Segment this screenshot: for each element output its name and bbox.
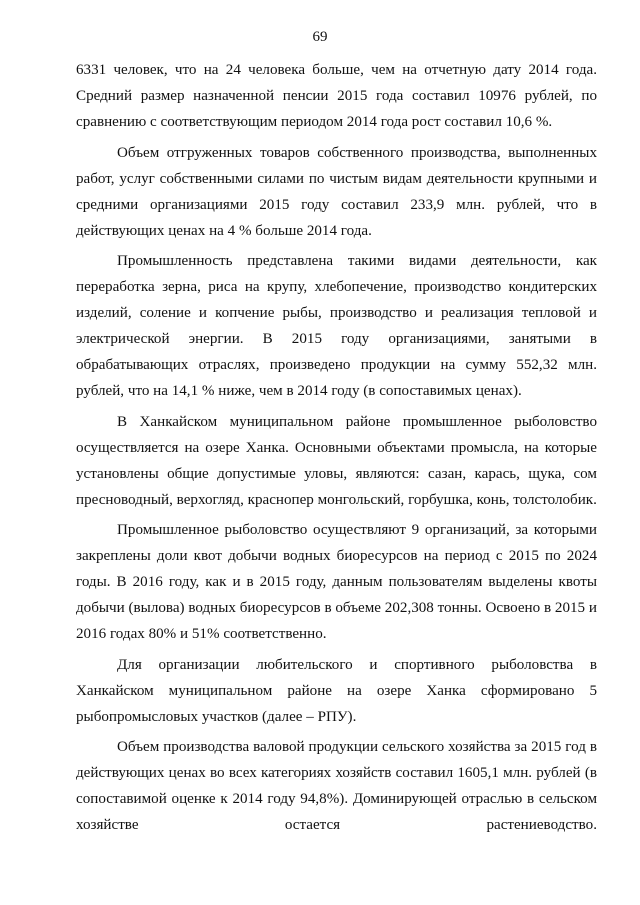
paragraph-industry: Промышленность представлена такими видами деятельности, как переработка зерна, риса на крупу, хлебопечение, производство кондитерских изделий, соление и копчение рыбы, производство и реализация тепловой и электрической энергии. В 2015 году организациями, занятыми в обрабатывающих отраслях, произведено продукции на сумму 552,32 млн. рублей, что на 14,1 % ниже, чем в 2014 году (в сопоставимых ценах). [76,253,597,399]
paragraph-recreational-fishing: Для организации любительского и спортивного рыболовства в Ханкайском муниципальном районе на озере Ханка сформировано 5 рыбопромысловых участков (далее – РПУ). [76,656,597,725]
page-number: 69 [312,29,328,45]
paragraph-agriculture: Объем производства валовой продукции сельского хозяйства за 2015 год в действующих ценах во всех категориях хозяйств составил 1605,1 млн. рублей (в сопоставимой оценке к 2014 году 94,8%). Доминирующей отраслью в сельском хозяйстве остается растениеводство. [76,739,597,833]
paragraph-fishing-organizations: Промышленное рыболовство осуществляют 9 организаций, за которыми закреплены доли квот добычи водных биоресурсов на период с 2015 по 2024 годы. В 2016 году, как и в 2015 году, данным пользователям выделены квоты добычи (вылова) водных биоресурсов в объеме 202,308 тонны. Освоено в 2015 и 2016 годах 80% и 51% соответственно. [76,522,597,642]
paragraph-fishing: В Ханкайском муниципальном районе промышленное рыболовство осуществляется на озере Ханка. Основными объектами промысла, на которые установлены общие допустимые уловы, являются: сазан, карась, щука, сом пресноводный, верхогляд, краснопер монгольский, горбушка, конь, толстолобик. [76,413,597,508]
body-text [76,57,597,843]
paragraph-shipped-goods: Объем отгруженных товаров собственного производства, выполненных работ, услуг собственными силами по чистым видам деятельности крупными и средними организациями 2015 году составил 233,9 млн. рублей, что в действующих ценах на 4 % больше 2014 года. [76,144,597,239]
paragraph-pension: 6331 человек, что на 24 человека больше, чем на отчетную дату 2014 года. Средний размер назначенной пенсии 2015 года составил 10976 рублей, по сравнению с соответствующим периодом 2014 года рост составил 10,6 %. [76,62,597,130]
